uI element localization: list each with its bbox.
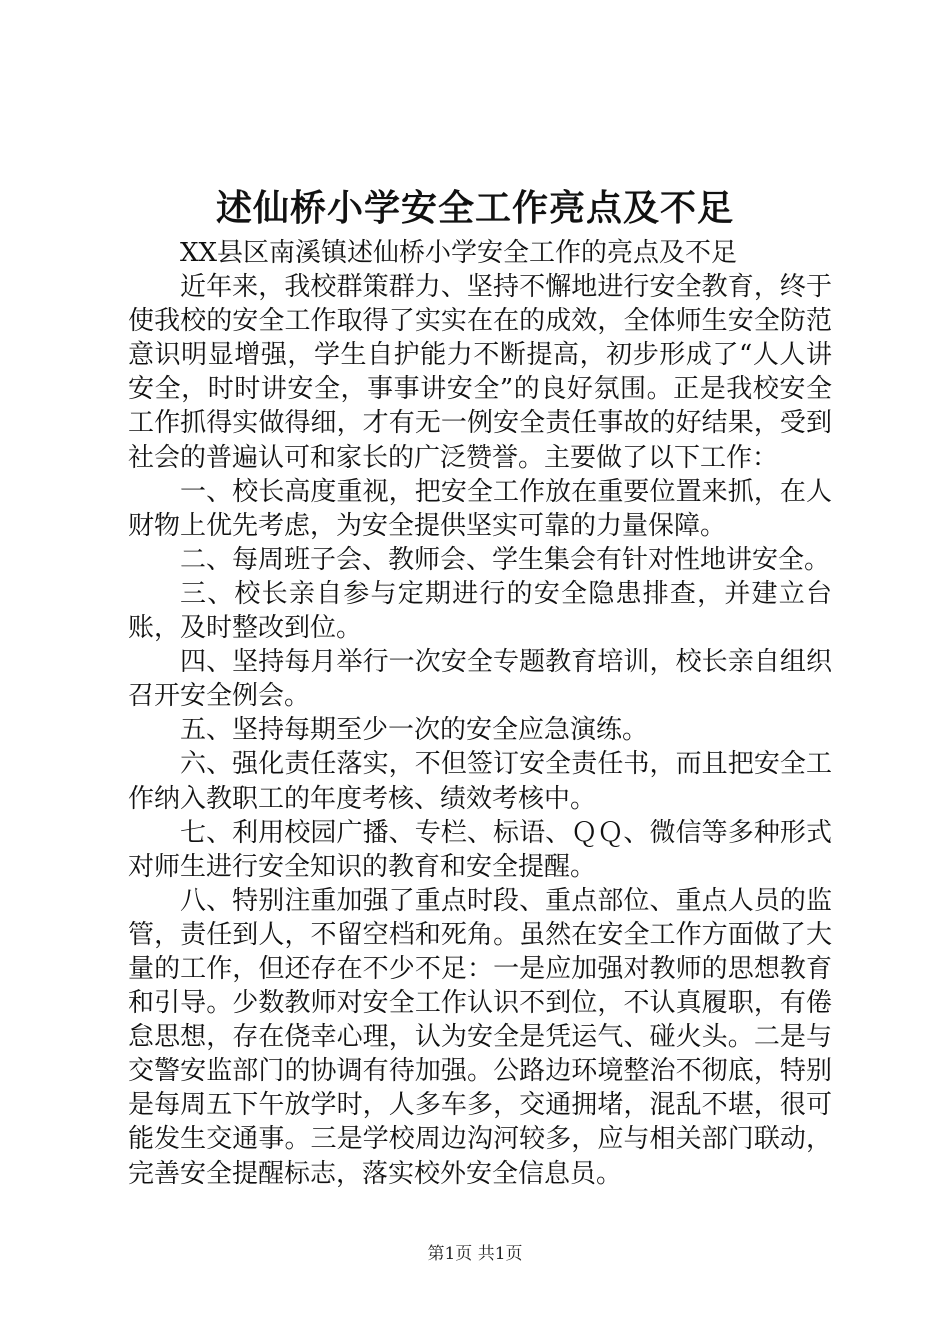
item-paragraph-1: 一、校长高度重视，把安全工作放在重要位置来抓，在人财物上优先考虑，为安全提供坚实可靠的力量保障。 — [128, 476, 832, 541]
page-number-footer: 第1页 共1页 — [427, 1244, 523, 1264]
item-paragraph-6: 六、强化责任落实，不但签订安全责任书，而且把安全工作纳入教职工的年度考核、绩效考核中。 — [128, 749, 832, 814]
item-paragraph-7: 七、利用校园广播、专栏、标语、ＱＱ、微信等多种形式对师生进行安全知识的教育和安全提醒。 — [128, 817, 832, 882]
item-paragraph-4: 四、坚持每月举行一次安全专题教育培训，校长亲自组织召开安全例会。 — [128, 647, 832, 712]
subtitle-paragraph: XX县区南溪镇述仙桥小学安全工作的亮点及不足 — [180, 238, 738, 268]
document-body — [128, 236, 832, 1191]
intro-paragraph: 近年来，我校群策群力、坚持不懈地进行安全教育，终于使我校的安全工作取得了实实在在的成效，全体师生安全防范意识明显增强，学生自护能力不断提高，初步形成了“人人讲安全，时时讲安全，事事讲安全”的良好氛围。正是我校安全工作抓得实做得细，才有无一例安全责任事故的好结果，受到社会的普遍认可和家长的广泛赞誉。主要做了以下工作： — [128, 272, 832, 473]
item-paragraph-8: 八、特别注重加强了重点时段、重点部位、重点人员的监管，责任到人，不留空档和死角。虽然在安全工作方面做了大量的工作，但还存在不少不足：一是应加强对教师的思想教育和引导。少数教师对安全工作认识不到位，不认真履职，有倦怠思想，存在侥幸心理，认为安全是凭运气、碰火头。二是与交警安监部门的协调有待加强。公路边环境整治不彻底，特别是每周五下午放学时，人多车多，交通拥堵，混乱不堪，很可能发生交通事。三是学校周边沟河较多，应与相关部门联动，完善安全提醒标志，落实校外安全信息员。 — [128, 885, 832, 1189]
item-paragraph-5: 五、坚持每期至少一次的安全应急演练。 — [180, 715, 649, 746]
item-paragraph-2: 二、每周班子会、教师会、学生集会有针对性地讲安全。 — [180, 544, 831, 575]
document-title: 述仙桥小学安全工作亮点及不足 — [215, 187, 734, 229]
item-paragraph-3: 三、校长亲自参与定期进行的安全隐患排查，并建立台账，及时整改到位。 — [128, 578, 832, 644]
